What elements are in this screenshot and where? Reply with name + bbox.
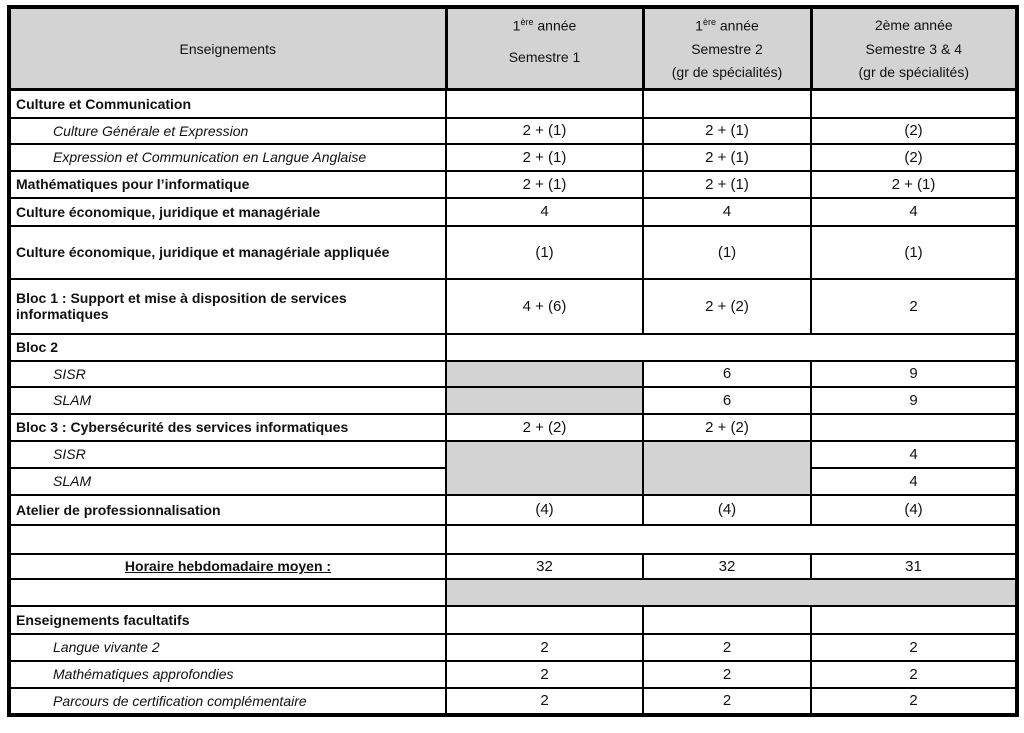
row-culture-communication (9, 90, 1017, 118)
value-cell: 9 (811, 387, 1017, 414)
row-bloc2-slam (9, 387, 1017, 414)
value-cell: 2 + (1) (643, 144, 811, 171)
row-atelier (9, 495, 1017, 525)
value-cell: 31 (811, 554, 1017, 579)
label-cell (9, 525, 446, 554)
label-cell: Horaire hebdomadaire moyen : (9, 554, 446, 579)
row-bloc2 (9, 334, 1017, 361)
value-cell: 2 + (2) (643, 414, 811, 441)
value-cell: 2 (811, 688, 1017, 715)
header-annee1-sem1-text (448, 9, 642, 88)
label-cell: Bloc 1 : Support et mise à disposition de services informatiques (9, 279, 446, 334)
value-cell: (2) (811, 144, 1017, 171)
value-cell: 4 (811, 441, 1017, 468)
value-cell: 4 (446, 198, 643, 226)
value-cell: 4 + (6) (446, 279, 643, 334)
value-cell (446, 90, 643, 118)
row-expression-anglaise (9, 144, 1017, 171)
value-cell: 2 + (2) (643, 279, 811, 334)
header-annee2-sem34 (811, 7, 1017, 90)
row-horaire (9, 554, 1017, 579)
value-cell: 2 + (1) (811, 171, 1017, 198)
value-cell: (1) (811, 226, 1017, 279)
row-maths-approfondies (9, 661, 1017, 688)
label-cell: SISR (9, 441, 446, 468)
value-cell: 2 (811, 634, 1017, 661)
header-annee1-sem2-text (645, 9, 810, 88)
value-cell: (4) (811, 495, 1017, 525)
row-bloc3-sisr (9, 441, 1017, 468)
label-cell: Mathématiques approfondies (9, 661, 446, 688)
label-cell: SISR (9, 361, 446, 387)
schedule-table (7, 5, 1019, 717)
value-cell (811, 414, 1017, 441)
row-bloc2-sisr (9, 361, 1017, 387)
row-parcours-certification (9, 688, 1017, 715)
label-cell: Culture économique, juridique et managériale (9, 198, 446, 226)
ordinal-superscript: ère (702, 17, 716, 27)
merged-empty-cell (446, 334, 1017, 361)
row-spacer-gray (9, 579, 1017, 606)
header-row (9, 7, 1017, 90)
shaded-cell (446, 387, 643, 414)
row-culture-generale (9, 118, 1017, 144)
header-semester-line: Semestre 2 (691, 40, 763, 57)
row-cejm (9, 198, 1017, 226)
header-semester-line: Semestre 1 (508, 48, 581, 65)
value-cell: 2 (446, 661, 643, 688)
ordinal-superscript: ère (520, 17, 534, 27)
value-cell: 4 (643, 198, 811, 226)
header-group-line: (gr de spécialités) (671, 64, 783, 80)
value-cell: 2 (811, 661, 1017, 688)
value-cell: (2) (811, 118, 1017, 144)
value-cell: 2 + (1) (446, 118, 643, 144)
label-cell: Bloc 3 : Cybersécurité des services informatiques (9, 414, 446, 441)
shaded-cell (446, 361, 643, 387)
row-facultatifs (9, 606, 1017, 634)
row-cejm-appliquee (9, 226, 1017, 279)
label-cell: Culture Générale et Expression (9, 118, 446, 144)
value-cell (446, 606, 643, 634)
label-cell: Parcours de certification complémentaire (9, 688, 446, 715)
header-year-line: 2ème année (874, 17, 953, 33)
label-cell: Culture et Communication (9, 90, 446, 118)
value-cell (811, 606, 1017, 634)
label-cell: Atelier de professionnalisation (9, 495, 446, 525)
label-cell: Enseignements facultatifs (9, 606, 446, 634)
row-bloc3 (9, 414, 1017, 441)
label-cell: Langue vivante 2 (9, 634, 446, 661)
header-annee1-sem1 (446, 7, 643, 90)
header-enseignements: Enseignements (9, 7, 446, 90)
header-annee1-sem2 (643, 7, 811, 90)
merged-shaded-cell (446, 579, 1017, 606)
label-cell (9, 579, 446, 606)
value-cell: (1) (446, 226, 643, 279)
value-cell: 2 + (1) (643, 118, 811, 144)
value-cell: (1) (643, 226, 811, 279)
value-cell: 2 + (1) (446, 171, 643, 198)
value-cell: 2 (643, 688, 811, 715)
merged-empty-cell (446, 525, 1017, 554)
value-cell: 2 (446, 634, 643, 661)
label-cell: Mathématiques pour l’informatique (9, 171, 446, 198)
value-cell (811, 90, 1017, 118)
value-cell: (4) (446, 495, 643, 525)
header-year-line: 1ère année (695, 17, 759, 34)
header-annee2-sem34-text (813, 9, 1016, 88)
shaded-cell-merged (446, 441, 643, 495)
shaded-cell-merged (643, 441, 811, 495)
value-cell: 32 (446, 554, 643, 579)
label-cell: SLAM (9, 468, 446, 495)
row-spacer-white (9, 525, 1017, 554)
value-cell: 4 (811, 468, 1017, 495)
value-cell: 2 + (1) (446, 144, 643, 171)
header-group-line: (gr de spécialités) (858, 64, 969, 80)
value-cell: 2 (446, 688, 643, 715)
value-cell: 9 (811, 361, 1017, 387)
value-cell: 4 (811, 198, 1017, 226)
value-cell: 2 + (2) (446, 414, 643, 441)
value-cell (643, 606, 811, 634)
label-cell: SLAM (9, 387, 446, 414)
header-year-line: 1ère année (512, 17, 577, 34)
value-cell: 2 (643, 661, 811, 688)
value-cell: (4) (643, 495, 811, 525)
label-cell: Expression et Communication en Langue Anglaise (9, 144, 446, 171)
label-cell: Culture économique, juridique et managériale appliquée (9, 226, 446, 279)
value-cell: 6 (643, 361, 811, 387)
value-cell: 32 (643, 554, 811, 579)
row-langue-vivante2 (9, 634, 1017, 661)
row-maths-informatique (9, 171, 1017, 198)
value-cell: 2 (643, 634, 811, 661)
value-cell: 6 (643, 387, 811, 414)
value-cell: 2 + (1) (643, 171, 811, 198)
header-semester-line: Semestre 3 & 4 (865, 40, 962, 57)
value-cell: 2 (811, 279, 1017, 334)
label-cell: Bloc 2 (9, 334, 446, 361)
value-cell (643, 90, 811, 118)
row-bloc1 (9, 279, 1017, 334)
